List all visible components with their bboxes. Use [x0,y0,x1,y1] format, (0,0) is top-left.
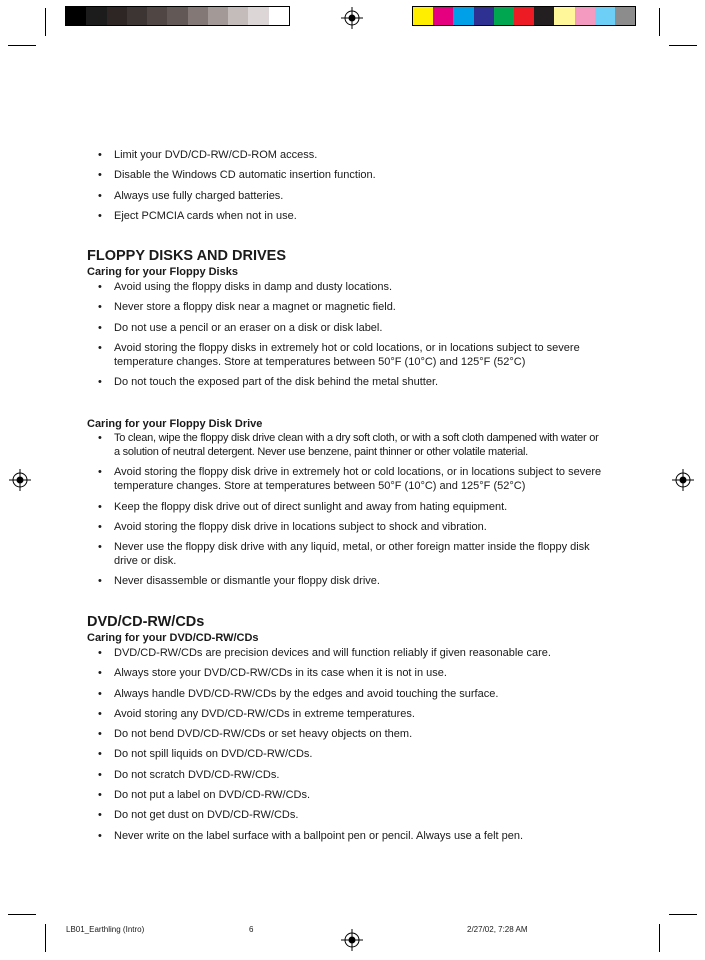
footer-filename: LB01_Earthling (Intro) [66,925,145,934]
color-swatch [188,7,208,25]
registration-mark-icon [341,929,363,951]
color-swatch [107,7,127,25]
list-item: • Always handle DVD/CD-RW/CDs by the edges and avoid touching the surface. [87,687,607,701]
crop-mark [669,45,697,46]
registration-mark-icon [672,469,694,491]
crop-mark [659,924,660,952]
list-item: • To clean, wipe the floppy disk drive clean with a dry soft cloth, or with a soft cloth dampened with water or a solution of neutral detergent. Never use benzene, paint thinner or other volatile material. [87,431,607,459]
list-item: • Never write on the label surface with a ballpoint pen or pencil. Always use a felt pen. [87,829,607,843]
section-heading-dvd: DVD/CD-RW/CDs [87,614,205,630]
color-bar [412,6,636,26]
color-swatch [208,7,228,25]
crop-mark [669,914,697,915]
color-swatch [167,7,187,25]
list-item: • Do not spill liquids on DVD/CD-RW/CDs. [87,747,607,761]
registration-mark-icon [341,7,363,29]
grayscale-bar [65,6,290,26]
list-item: • Avoid storing the floppy disk drive in extremely hot or cold locations, or in locations subject to severe temperature changes. Store at temperatures between 50°F (10°C) and 125°F (52°C) [87,465,607,493]
floppy-disks-list [87,280,607,395]
list-item: • Always store your DVD/CD-RW/CDs in its case when it is not in use. [87,666,607,680]
list-item: • Do not scratch DVD/CD-RW/CDs. [87,768,607,782]
list-item: • Do not use a pencil or an eraser on a disk or disk label. [87,321,607,335]
subheading-dvd: Caring for your DVD/CD-RW/CDs [87,632,259,644]
color-swatch [413,7,433,25]
list-item: • Never store a floppy disk near a magnet or magnetic field. [87,300,607,314]
color-swatch [494,7,514,25]
crop-mark [659,8,660,36]
list-item: • Do not touch the exposed part of the disk behind the metal shutter. [87,375,607,389]
list-item: • Never disassemble or dismantle your floppy disk drive. [87,574,607,588]
color-swatch [147,7,167,25]
list-item: • Avoid using the floppy disks in damp and dusty locations. [87,280,607,294]
color-swatch [248,7,268,25]
color-swatch [615,7,635,25]
color-swatch [66,7,86,25]
dvd-list [87,646,607,849]
color-swatch [228,7,248,25]
color-swatch [433,7,453,25]
list-item: • Avoid storing the floppy disk drive in locations subject to shock and vibration. [87,520,607,534]
footer-timestamp: 2/27/02, 7:28 AM [467,925,528,934]
color-swatch [514,7,534,25]
color-swatch [554,7,574,25]
list-item: • Do not get dust on DVD/CD-RW/CDs. [87,808,607,822]
color-swatch [127,7,147,25]
intro-list [87,148,607,229]
subheading-floppy-drive: Caring for your Floppy Disk Drive [87,418,263,430]
crop-mark [8,914,36,915]
crop-mark [45,8,46,36]
color-swatch [86,7,106,25]
crop-mark [8,45,36,46]
list-item: • Avoid storing any DVD/CD-RW/CDs in extreme temperatures. [87,707,607,721]
color-swatch [474,7,494,25]
list-item: • DVD/CD-RW/CDs are precision devices and will function reliably if given reasonable care. [87,646,607,660]
list-item: • Always use fully charged batteries. [87,189,607,203]
list-item: • Keep the floppy disk drive out of direct sunlight and away from hating equipment. [87,500,607,514]
list-item: • Do not bend DVD/CD-RW/CDs or set heavy objects on them. [87,727,607,741]
subheading-floppy-disks: Caring for your Floppy Disks [87,266,238,278]
list-item: • Avoid storing the floppy disks in extremely hot or cold locations, or in locations subject to severe temperature changes. Store at temperatures between 50°F (10°C) and 125°F (52°C) [87,341,607,369]
color-swatch [453,7,473,25]
footer-page-number: 6 [249,925,254,934]
color-swatch [575,7,595,25]
crop-mark [45,924,46,952]
section-heading-floppy: FLOPPY DISKS AND DRIVES [87,248,287,264]
list-item: • Eject PCMCIA cards when not in use. [87,209,607,223]
registration-mark-icon [9,469,31,491]
list-item: • Limit your DVD/CD-RW/CD-ROM access. [87,148,607,162]
color-swatch [595,7,615,25]
color-swatch [269,7,289,25]
list-item: • Do not put a label on DVD/CD-RW/CDs. [87,788,607,802]
list-item: • Disable the Windows CD automatic insertion function. [87,168,607,182]
list-item: • Never use the floppy disk drive with any liquid, metal, or other foreign matter inside the floppy disk drive or disk. [87,540,607,568]
color-swatch [534,7,554,25]
floppy-drive-list [87,431,607,595]
